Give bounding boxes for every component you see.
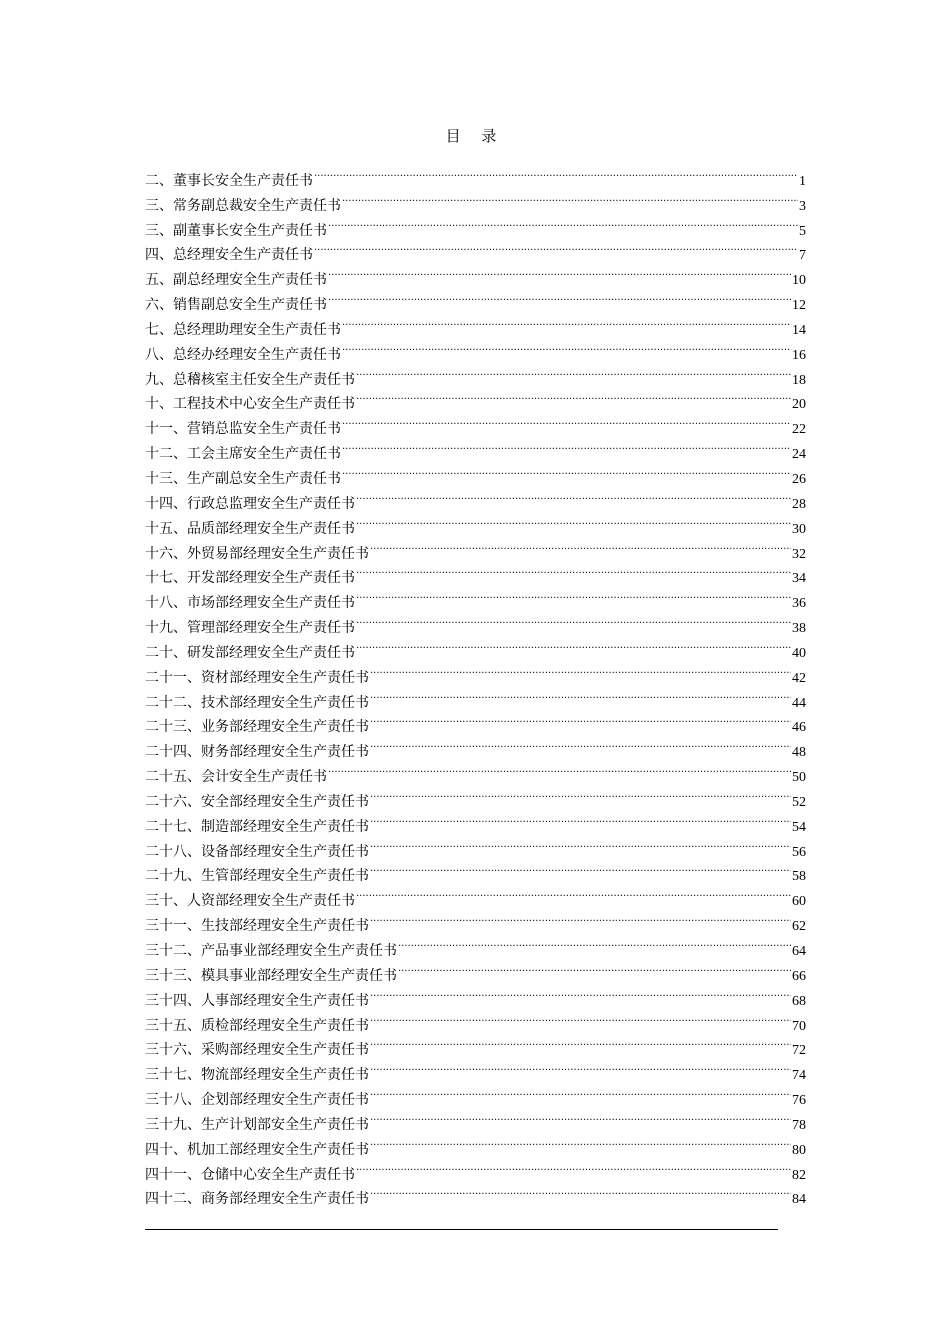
toc-dot-leader xyxy=(370,856,791,881)
toc-entry-page-number: 16 xyxy=(792,347,806,363)
toc-entry-label: 七、总经理助理安全生产责任书 xyxy=(145,321,341,338)
toc-entry-label: 三十八、企划部经理安全生产责任书 xyxy=(145,1092,369,1109)
toc-entry-label: 十二、工会主席安全生产责任书 xyxy=(145,446,341,463)
toc-entry-label: 二十二、技术部经理安全生产责任书 xyxy=(145,694,369,711)
toc-entry-page-number: 22 xyxy=(792,422,806,438)
toc-entry-label: 十三、生产副总安全生产责任书 xyxy=(145,470,341,487)
toc-dot-leader xyxy=(370,682,791,707)
toc-entry[interactable] xyxy=(145,160,806,189)
toc-entry-label: 二十、研发部经理安全生产责任书 xyxy=(145,644,355,661)
toc-entry-page-number: 56 xyxy=(792,844,806,860)
toc-entry-page-number: 50 xyxy=(792,770,806,786)
toc-entry-label: 三十四、人事部经理安全生产责任书 xyxy=(145,992,369,1009)
toc-entry-page-number: 46 xyxy=(792,720,806,736)
toc-dot-leader xyxy=(370,1179,791,1204)
toc-entry-label: 八、总经办经理安全生产责任书 xyxy=(145,346,341,363)
toc-dot-leader xyxy=(356,384,791,409)
toc-entry-page-number: 42 xyxy=(792,670,806,686)
toc-dot-leader xyxy=(370,980,791,1005)
toc-dot-leader xyxy=(370,657,791,682)
toc-dot-leader xyxy=(356,582,791,607)
toc-dot-leader xyxy=(356,558,791,583)
toc-dot-leader xyxy=(328,259,791,284)
toc-dot-leader xyxy=(342,408,791,433)
toc-entry-page-number: 48 xyxy=(792,745,806,761)
toc-dot-leader xyxy=(398,955,791,980)
toc-entry-label: 二十五、会计安全生产责任书 xyxy=(145,769,327,786)
toc-entry-page-number: 10 xyxy=(792,273,806,289)
toc-entry-label: 十一、营销总监安全生产责任书 xyxy=(145,421,341,438)
toc-dot-leader xyxy=(398,930,791,955)
toc-entry-label: 九、总稽核室主任安全生产责任书 xyxy=(145,371,355,388)
toc-dot-leader xyxy=(356,632,791,657)
toc-entry-page-number: 38 xyxy=(792,621,806,637)
toc-entry-label: 二十一、资材部经理安全生产责任书 xyxy=(145,669,369,686)
toc-entry-page-number: 72 xyxy=(792,1043,806,1059)
toc-dot-leader xyxy=(356,880,791,905)
toc-entry-page-number: 54 xyxy=(792,819,806,835)
toc-entry-label: 二、董事长安全生产责任书 xyxy=(145,172,313,189)
toc-dot-leader xyxy=(314,235,798,260)
toc-entry-page-number: 24 xyxy=(792,447,806,463)
toc-dot-leader xyxy=(342,458,791,483)
toc-entry-label: 三十一、生技部经理安全生产责任书 xyxy=(145,918,369,935)
toc-entry-page-number: 32 xyxy=(792,546,806,562)
toc-dot-leader xyxy=(370,1104,791,1129)
toc-entry-page-number: 80 xyxy=(792,1142,806,1158)
toc-dot-leader xyxy=(342,185,798,210)
toc-entry-label: 二十七、制造部经理安全生产责任书 xyxy=(145,818,369,835)
toc-entry-label: 四、总经理安全生产责任书 xyxy=(145,247,313,264)
toc-entry-label: 二十六、安全部经理安全生产责任书 xyxy=(145,793,369,810)
toc-dot-leader xyxy=(342,309,791,334)
toc-entry-label: 五、副总经理安全生产责任书 xyxy=(145,272,327,289)
toc-entry-page-number: 7 xyxy=(799,248,806,264)
toc-entry-label: 二十九、生管部经理安全生产责任书 xyxy=(145,868,369,885)
toc-dot-leader xyxy=(370,1030,791,1055)
toc-entry-page-number: 64 xyxy=(792,944,806,959)
toc-entry-page-number: 30 xyxy=(792,521,806,537)
toc-entry-page-number: 78 xyxy=(792,1117,806,1133)
footer-rule xyxy=(145,1229,778,1230)
toc-entry-page-number: 70 xyxy=(792,1018,806,1034)
toc-dot-leader xyxy=(328,756,791,781)
toc-entry-label: 十七、开发部经理安全生产责任书 xyxy=(145,570,355,587)
toc-entry-label: 三十二、产品事业部经理安全生产责任书 xyxy=(145,943,397,959)
toc-entry-page-number: 28 xyxy=(792,496,806,512)
toc-dot-leader xyxy=(328,284,791,309)
toc-entry-label: 四十一、仓储中心安全生产责任书 xyxy=(145,1166,355,1183)
toc-dot-leader xyxy=(370,533,791,558)
toc-dot-leader xyxy=(356,483,791,508)
toc-entry-page-number: 5 xyxy=(799,223,806,239)
toc-entry-page-number: 3 xyxy=(799,198,806,214)
toc-entry-label: 三十九、生产计划部安全生产责任书 xyxy=(145,1116,369,1133)
toc-entry-page-number: 12 xyxy=(792,298,806,314)
toc-dot-leader xyxy=(370,831,791,856)
toc-entry-label: 十四、行政总监理安全生产责任书 xyxy=(145,495,355,512)
toc-dot-leader xyxy=(370,1054,791,1079)
toc-entry-page-number: 68 xyxy=(792,993,806,1009)
toc-dot-leader xyxy=(370,905,791,930)
toc-entry-label: 十五、品质部经理安全生产责任书 xyxy=(145,520,355,537)
toc-dot-leader xyxy=(370,1005,791,1030)
toc-entry-page-number: 82 xyxy=(792,1167,806,1183)
toc-entry-page-number: 52 xyxy=(792,794,806,810)
toc-entry-page-number: 40 xyxy=(792,645,806,661)
toc-entry-label: 二十八、设备部经理安全生产责任书 xyxy=(145,843,369,860)
toc-entry-page-number: 76 xyxy=(792,1093,806,1109)
toc-dot-leader xyxy=(356,508,791,533)
toc-entry-label: 十六、外贸易部经理安全生产责任书 xyxy=(145,545,369,562)
toc-entry-page-number: 60 xyxy=(792,894,806,910)
toc-entry-label: 十、工程技术中心安全生产责任书 xyxy=(145,396,355,413)
toc-entry-label: 三十七、物流部经理安全生产责任书 xyxy=(145,1067,369,1084)
toc-dot-leader xyxy=(370,707,791,732)
toc-entry-label: 二十三、业务部经理安全生产责任书 xyxy=(145,719,369,736)
toc-entry-label: 三十五、质检部经理安全生产责任书 xyxy=(145,1017,369,1034)
toc-dot-leader xyxy=(356,1154,791,1179)
toc-entry-label: 四十二、商务部经理安全生产责任书 xyxy=(145,1191,369,1208)
toc-entry-page-number: 20 xyxy=(792,397,806,413)
toc-dot-leader xyxy=(370,1129,791,1154)
toc-entry-page-number: 74 xyxy=(792,1068,806,1084)
toc-dot-leader xyxy=(370,806,791,831)
toc-dot-leader xyxy=(356,359,791,384)
toc-dot-leader xyxy=(370,731,791,756)
toc-entry-label: 三十三、模具事业部经理安全生产责任书 xyxy=(145,967,397,984)
toc-entry-label: 三十、人资部经理安全生产责任书 xyxy=(145,893,355,910)
toc-dot-leader xyxy=(342,433,791,458)
toc-entry-page-number: 66 xyxy=(792,968,806,984)
toc-entry-page-number: 58 xyxy=(792,869,806,885)
toc-list xyxy=(145,160,806,1208)
toc-entry-page-number: 84 xyxy=(792,1192,806,1208)
toc-entry-label: 四十、机加工部经理安全生产责任书 xyxy=(145,1141,369,1158)
toc-entry-page-number: 34 xyxy=(792,571,806,587)
toc-entry-page-number: 36 xyxy=(792,596,806,612)
toc-title: 目 录 xyxy=(445,127,505,145)
toc-entry-page-number: 14 xyxy=(792,322,806,338)
toc-entry-label: 十八、市场部经理安全生产责任书 xyxy=(145,595,355,612)
toc-dot-leader xyxy=(370,781,791,806)
toc-entry-label: 三、常务副总裁安全生产责任书 xyxy=(145,197,341,214)
toc-entry-page-number: 44 xyxy=(792,695,806,711)
toc-dot-leader xyxy=(314,160,798,185)
toc-entry-page-number: 18 xyxy=(792,372,806,388)
toc-dot-leader xyxy=(370,1079,791,1104)
toc-entry-label: 三十六、采购部经理安全生产责任书 xyxy=(145,1042,369,1059)
toc-entry-page-number: 26 xyxy=(792,471,806,487)
toc-entry-label: 六、销售副总安全生产责任书 xyxy=(145,297,327,314)
toc-dot-leader xyxy=(356,607,791,632)
toc-dot-leader xyxy=(328,210,798,235)
toc-entry-page-number: 1 xyxy=(799,173,806,189)
toc-entry-label: 三、副董事长安全生产责任书 xyxy=(145,222,327,239)
toc-entry-page-number: 62 xyxy=(792,919,806,935)
toc-dot-leader xyxy=(342,334,791,359)
toc-entry-label: 二十四、财务部经理安全生产责任书 xyxy=(145,744,369,761)
toc-entry-label: 十九、管理部经理安全生产责任书 xyxy=(145,620,355,637)
